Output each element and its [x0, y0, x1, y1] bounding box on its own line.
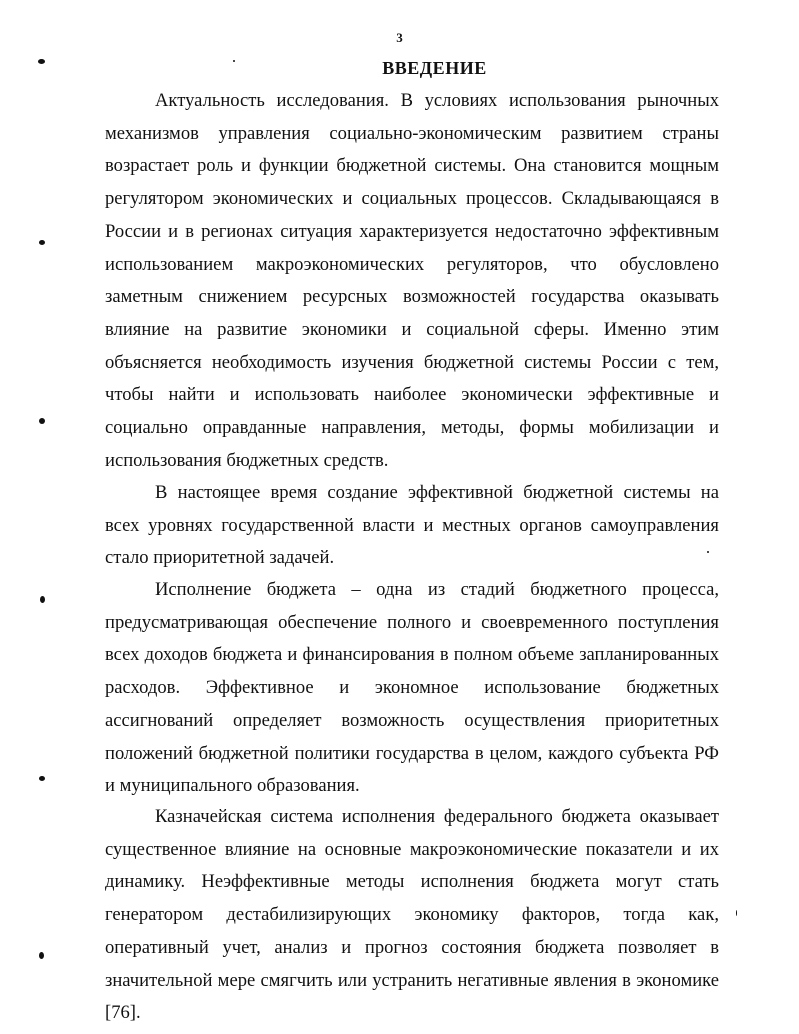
scan-speck	[39, 952, 44, 959]
scan-speck	[707, 551, 709, 553]
scan-speck	[39, 418, 45, 424]
scan-speck	[233, 60, 235, 62]
scan-speck	[39, 776, 45, 781]
paragraph-3	[105, 574, 719, 803]
scan-speck	[40, 596, 45, 603]
page-title: ВВЕДЕНИЕ	[382, 58, 487, 78]
paragraph-1-text: Актуальность исследования. В условиях использования рыночных механизмов управления социально-экономическим развитием страны возрастает роль и функции бюджетной системы. Она становится мощным регулятором экономических и социальных процессов. Складывающаяся в России и в регионах ситуация характеризуется недостаточно эффективным использованием макроэкономических регуляторов, что обусловлено заметным снижением ресурсных возможностей государства оказывать влияние на развитие экономики и социальной сферы. Именно этим объясняется необходимость изучения бюджетной системы России с тем, чтобы найти и использовать наиболее экономически эффективные и социально оправданные направления, методы, формы мобилизации и использования бюджетных средств.	[105, 90, 719, 471]
scan-speck	[736, 910, 737, 916]
paragraph-2	[105, 477, 719, 575]
paragraph-1	[105, 85, 719, 477]
scan-speck	[39, 240, 45, 245]
scan-speck	[38, 59, 45, 64]
paragraph-2-text: В настоящее время создание эффективной бюджетной системы на всех уровнях государственной власти и местных органов самоуправления стало приоритетной задачей.	[105, 482, 719, 569]
page-number: 3	[396, 30, 403, 45]
paragraph-4	[105, 801, 719, 1030]
paragraph-3-text: Исполнение бюджета – одна из стадий бюджетного процесса, предусматривающая обеспечение полного и своевременного поступления всех доходов бюджета и финансирования в полном объеме запланированных расходов. Эффективное и экономное использование бюджетных ассигнований определяет возможность осуществления приоритетных положений бюджетной политики государства в целом, каждого субъекта РФ и муниципального образования.	[105, 579, 719, 797]
paragraph-4-text: Казначейская система исполнения федерального бюджета оказывает существенное влияние на основные макроэкономические показатели и их динамику. Неэффективные методы исполнения бюджета могут стать генератором дестабилизирующих экономику факторов, тогда как, оперативный учет, анализ и прогноз состояния бюджета позволяет в значительной мере смягчить или устранить негативные явления в экономике [76].	[105, 806, 719, 1024]
